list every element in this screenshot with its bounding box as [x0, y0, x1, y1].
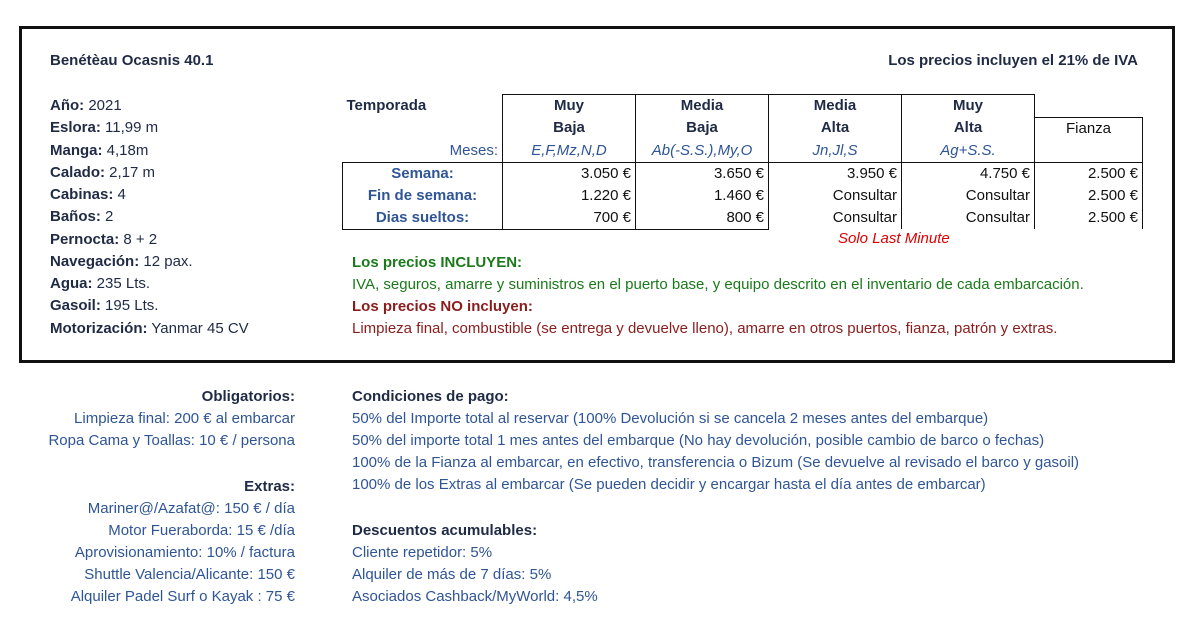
season-3-months: Jn,Jl,S: [769, 140, 902, 163]
extras-section: [71, 476, 295, 608]
row-label-days: Dias sueltos:: [343, 207, 503, 230]
descuentos-section: [352, 520, 598, 608]
spec-year: Año: 2021: [50, 97, 122, 114]
spec-engine: Motorización: Yanmar 45 CV: [50, 320, 249, 337]
price-cell: Consultar: [902, 185, 1035, 207]
includes-title: Los precios INCLUYEN:: [352, 254, 523, 271]
price-cell: Consultar: [902, 207, 1035, 230]
table-row: [343, 162, 1143, 185]
season-1-line1: Muy: [503, 95, 636, 118]
list-item: 100% de los Extras al embarcar (Se pueden decidir y encargar hasta el día antes de embarcar): [352, 476, 986, 493]
price-cell: Consultar: [769, 207, 902, 230]
season-4-line2: Alta: [902, 117, 1035, 140]
table-header-row-2: [343, 117, 1143, 140]
list-item: 100% de la Fianza al embarcar, en efectivo, transferencia o Bizum (Se devuelve al revisado el barco y gasoil): [352, 454, 1080, 471]
price-cell: 800 €: [636, 207, 769, 230]
spec-cabins: Cabinas: 4: [50, 186, 126, 203]
list-item: Aprovisionamiento: 10% / factura: [74, 544, 295, 561]
fianza-cell: 2.500 €: [1035, 162, 1143, 185]
price-cell: 3.050 €: [503, 162, 636, 185]
meses-label: Meses:: [449, 141, 498, 159]
list-item: Alquiler Padel Surf o Kayak : 75 €: [70, 588, 295, 605]
includes-text: IVA, seguros, amarre y suministros en el puerto base, y equipo descrito en el inventario de cada embarcación.: [352, 276, 1084, 293]
spec-baths: Baños: 2: [50, 208, 114, 225]
descuentos-title: Descuentos acumulables:: [352, 522, 538, 539]
price-cell: 1.460 €: [636, 185, 769, 207]
excludes-text: Limpieza final, combustible (se entrega y devuelve lleno), amarre en otros puertos, fianza, patrón y extras.: [352, 320, 1058, 337]
season-1-line2: Baja: [503, 117, 636, 140]
list-item: Ropa Cama y Toallas: 10 € / persona: [48, 432, 295, 449]
price-cell: 700 €: [503, 207, 636, 230]
list-item: Shuttle Valencia/Alicante: 150 €: [84, 566, 295, 583]
price-cell: 4.750 €: [902, 162, 1035, 185]
list-item: 50% del importe total 1 mes antes del embarque (No hay devolución, posible cambio de barco o fechas): [352, 432, 1045, 449]
excludes-title: Los precios NO incluyen:: [352, 298, 533, 315]
spec-beam: Manga: 4,18m: [50, 142, 149, 159]
season-3-line2: Alta: [769, 117, 902, 140]
pago-title: Condiciones de pago:: [352, 388, 509, 405]
fianza-cell: 2.500 €: [1035, 207, 1143, 230]
spec-fuel: Gasoil: 195 Lts.: [50, 297, 159, 314]
season-2-line1: Media: [636, 95, 769, 118]
list-item: Asociados Cashback/MyWorld: 4,5%: [352, 588, 598, 605]
spec-berths: Pernocta: 8 + 2: [50, 231, 158, 248]
price-table: [342, 94, 1143, 230]
table-row: [343, 185, 1143, 207]
fianza-cell: 2.500 €: [1035, 185, 1143, 207]
row-label-weekend: Fin de semana:: [343, 185, 503, 207]
season-1-months: E,F,Mz,N,D: [503, 140, 636, 163]
pago-section: [352, 386, 1079, 496]
table-header-row: [343, 95, 1143, 118]
fianza-header: Fianza: [1035, 117, 1143, 140]
obligatorios-title: Obligatorios:: [201, 388, 295, 405]
price-cell: 3.950 €: [769, 162, 902, 185]
months-row: [343, 140, 1143, 163]
boat-title: Benétèau Ocasnis 40.1: [50, 52, 214, 69]
list-item: Cliente repetidor: 5%: [352, 544, 493, 561]
row-label-week: Semana:: [343, 162, 503, 185]
extras-title: Extras:: [244, 478, 295, 495]
table-row: [343, 207, 1143, 230]
price-cell: 3.650 €: [636, 162, 769, 185]
list-item: Alquiler de más de 7 días: 5%: [352, 566, 552, 583]
last-minute-note: Solo Last Minute: [838, 230, 950, 247]
season-3-line1: Media: [769, 95, 902, 118]
list-item: Limpieza final: 200 € al embarcar: [74, 410, 295, 427]
spec-navigation: Navegación: 12 pax.: [50, 253, 193, 270]
list-item: 50% del Importe total al reservar (100% Devolución si se cancela 2 meses antes del embarque): [352, 410, 989, 427]
season-2-line2: Baja: [636, 117, 769, 140]
spec-water: Agua: 235 Lts.: [50, 275, 151, 292]
season-4-line1: Muy: [902, 95, 1035, 118]
price-cell: Consultar: [769, 185, 902, 207]
iva-note: Los precios incluyen el 21% de IVA: [888, 52, 1138, 69]
season-4-months: Ag+S.S.: [902, 140, 1035, 163]
temporada-label: Temporada: [346, 96, 427, 114]
list-item: Motor Fueraborda: 15 € /día: [108, 522, 295, 539]
season-2-months: Ab(-S.S.),My,O: [636, 140, 769, 163]
price-cell: 1.220 €: [503, 185, 636, 207]
obligatorios-section: [48, 386, 295, 452]
spec-length: Eslora: 11,99 m: [50, 119, 159, 136]
spec-draft: Calado: 2,17 m: [50, 164, 156, 181]
list-item: Mariner@/Azafat@: 150 € / día: [87, 500, 295, 517]
